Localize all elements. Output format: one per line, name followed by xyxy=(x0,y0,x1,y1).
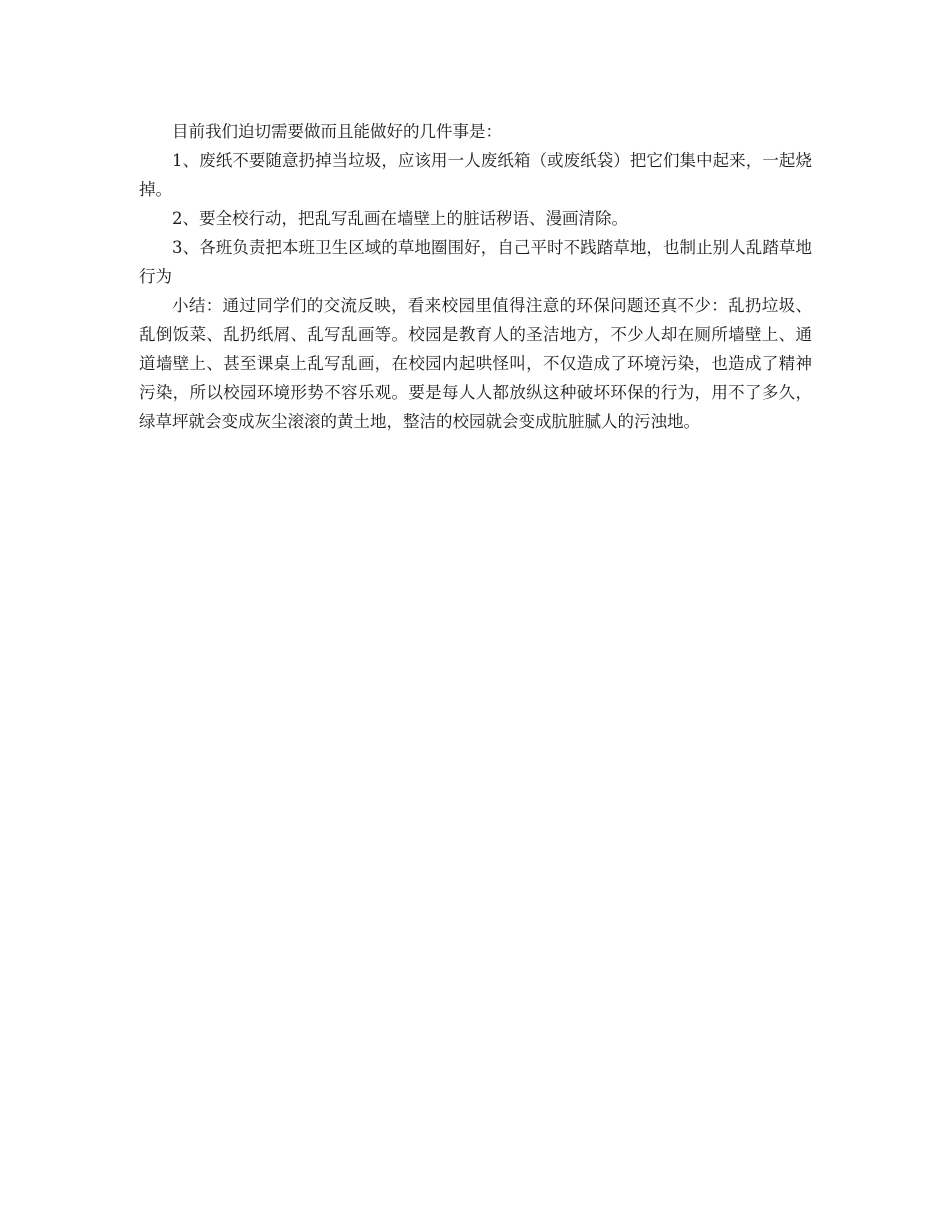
intro-paragraph: 目前我们迫切需要做而且能做好的几件事是： xyxy=(172,122,502,141)
document-body xyxy=(139,117,812,436)
summary-paragraph: 小结：通过同学们的交流反映，看来校园里值得注意的环保问题还真不少：乱扔垃圾、乱倒饭菜、乱扔纸屑、乱写乱画等。校园是教育人的圣洁地方，不少人却在厕所墙壁上、通道墙壁上、甚至课桌上乱写乱画，在校园内起哄怪叫，不仅造成了环境污染，也造成了精神污染，所以校园环境形势不容乐观。要是每人人都放纵这种破坏环保的行为，用不了多久，绿草坪就会变成灰尘滚滚的黄土地，整洁的校园就会变成肮脏腻人的污浊地。 xyxy=(139,296,812,431)
list-item-1: 1、废纸不要随意扔掉当垃圾，应该用一人废纸箱（或废纸袋）把它们集中起来，一起烧掉。 xyxy=(139,151,812,199)
list-item-3: 3、各班负责把本班卫生区域的草地圈围好，自己平时不践踏草地，也制止别人乱踏草地行为 xyxy=(139,238,812,286)
list-item-2: 2、要全校行动，把乱写乱画在墙壁上的脏话秽语、漫画清除。 xyxy=(172,209,628,228)
